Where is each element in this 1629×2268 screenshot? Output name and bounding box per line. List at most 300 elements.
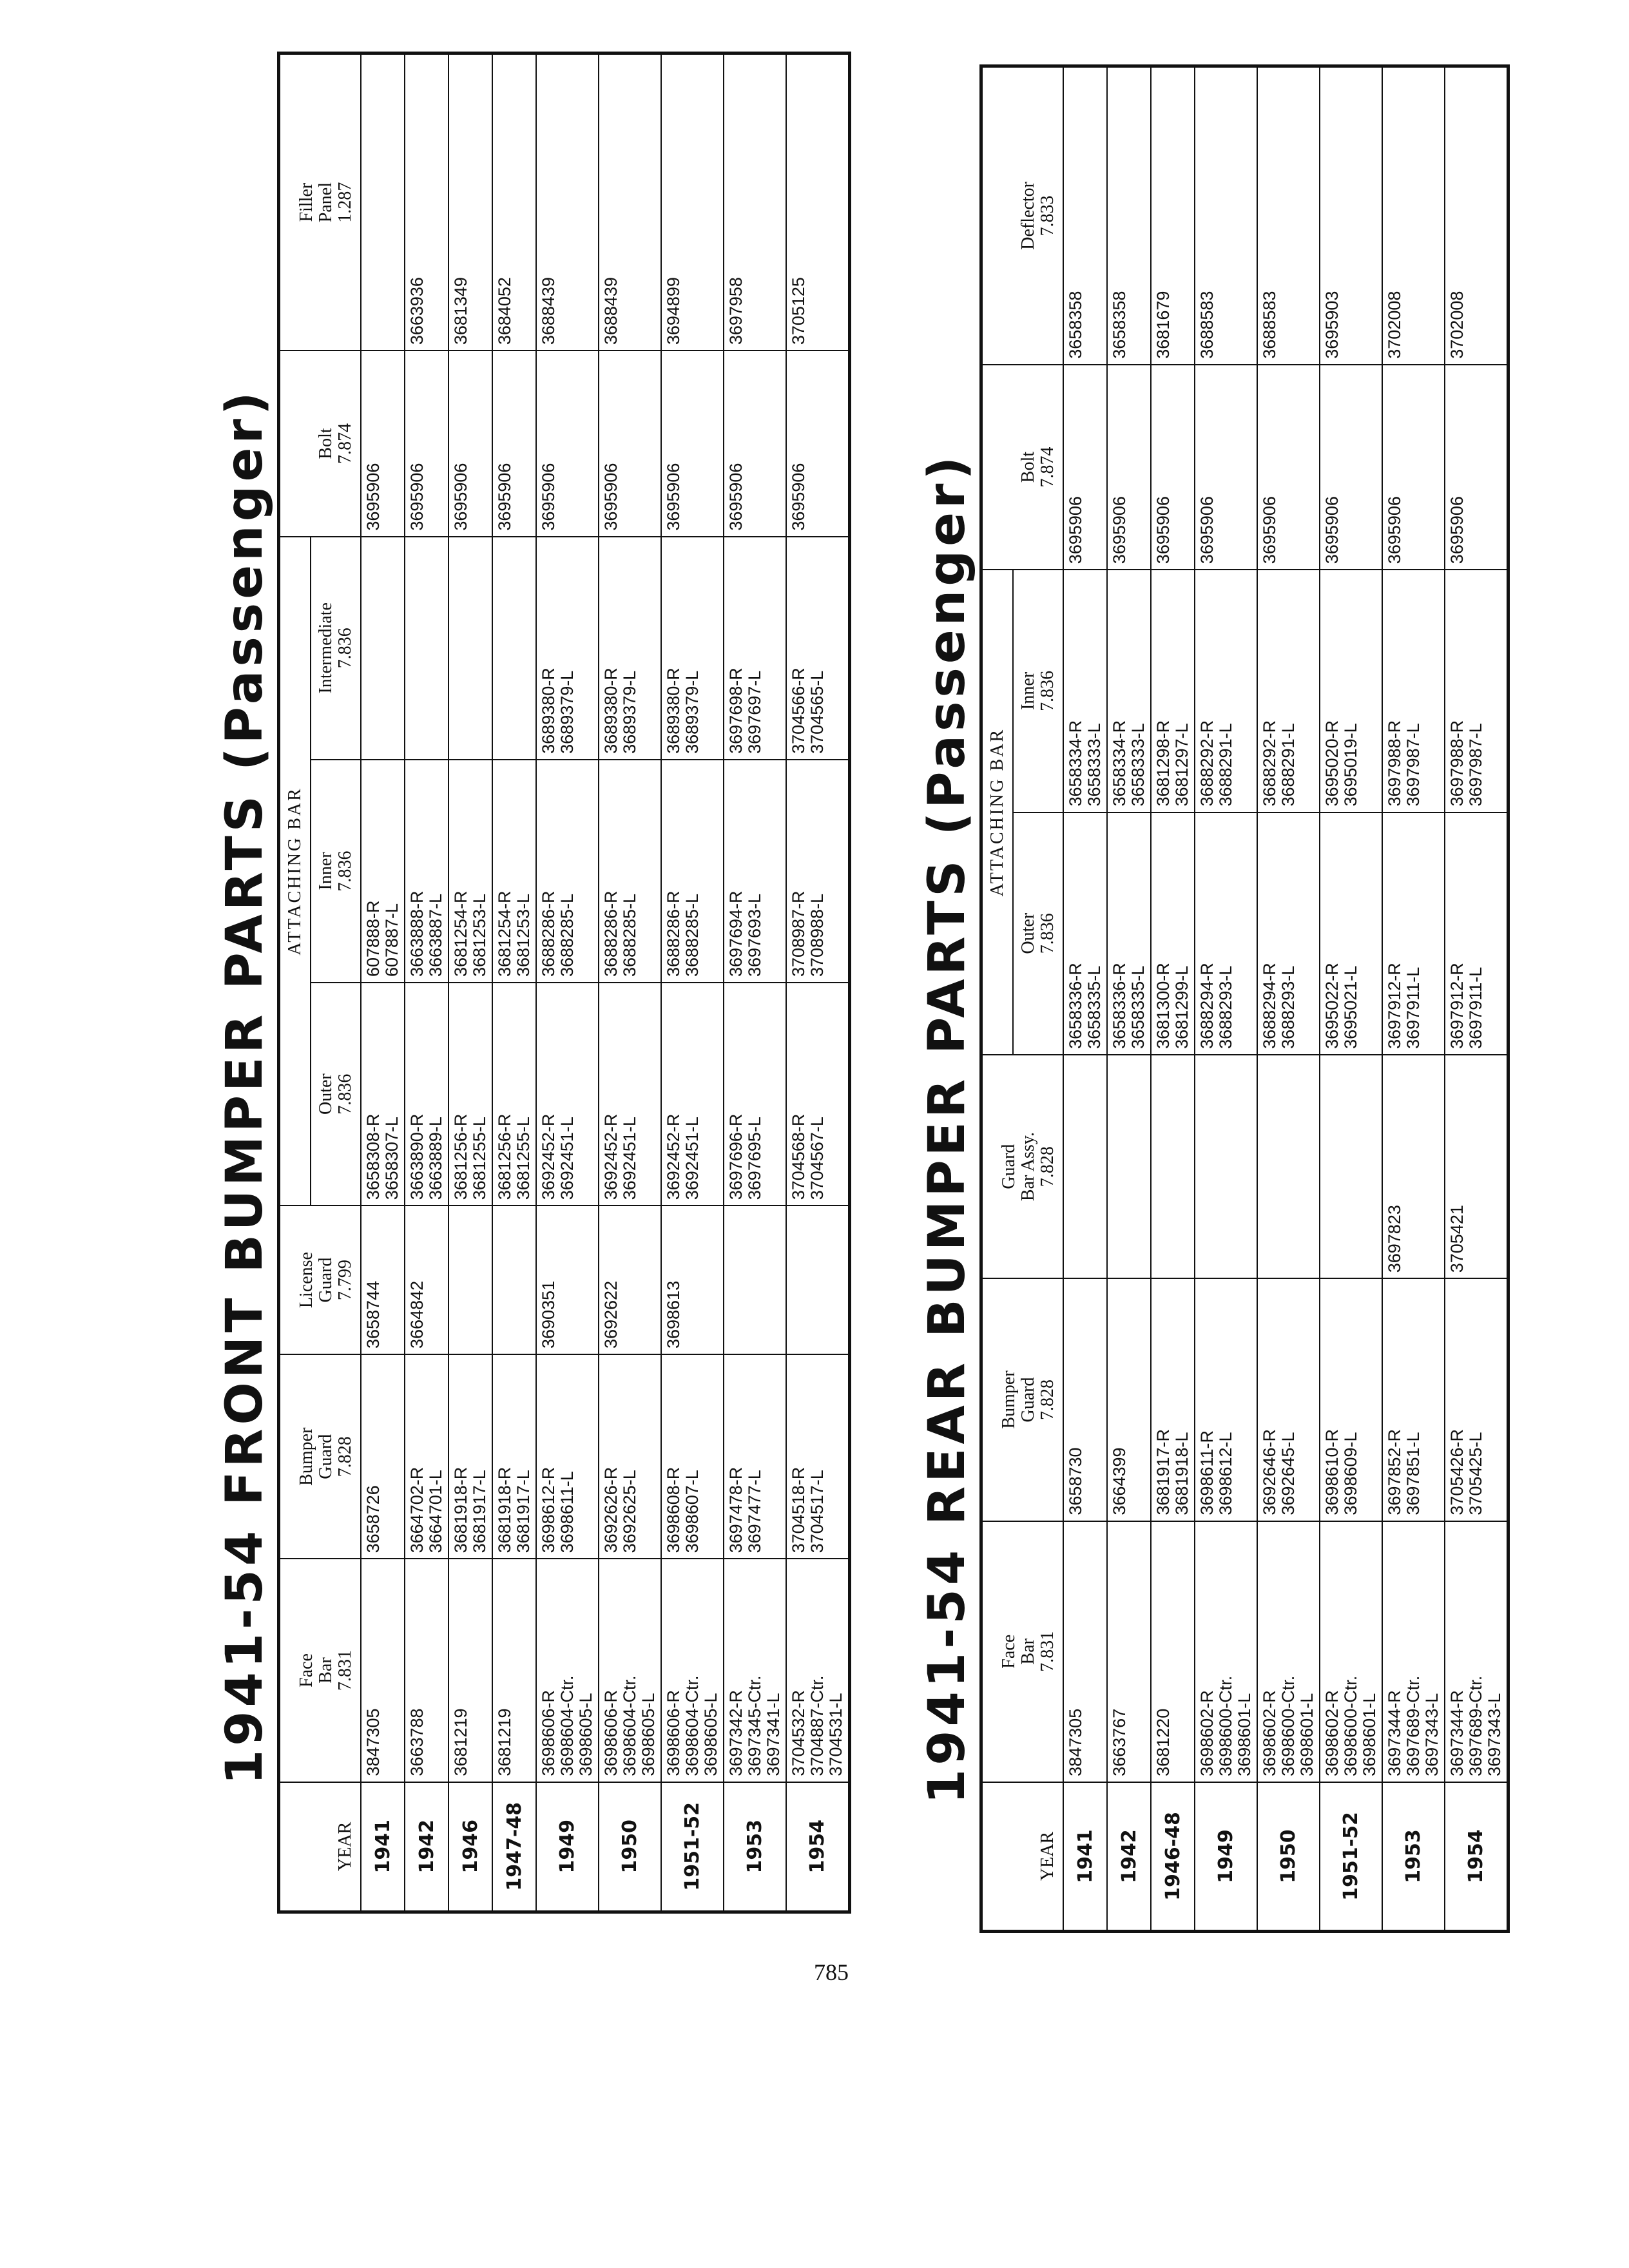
- part-number: 3695906: [789, 463, 808, 531]
- cell-filler-panel: [536, 53, 599, 351]
- part-number: 3664702-R: [407, 1466, 427, 1553]
- part-number: 3697343-L: [1485, 1693, 1504, 1776]
- part-number: 3698607-L: [682, 1470, 702, 1553]
- header-bolt: [279, 351, 361, 537]
- cell-inner: [1107, 570, 1151, 812]
- part-number: 3688292-R: [1197, 720, 1217, 807]
- header-year: YEAR: [981, 1782, 1064, 1932]
- table-row: [724, 53, 786, 1912]
- part-number: 3697345-Ctr.: [745, 1675, 764, 1776]
- part-number: 3698601-L: [1297, 1693, 1316, 1776]
- part-number: 3698601-L: [1360, 1693, 1379, 1776]
- part-number: 607887-L: [382, 903, 401, 977]
- header-line: Bumper: [296, 1427, 316, 1486]
- part-number: 3658730: [1066, 1447, 1085, 1515]
- header-line: 1.287: [335, 182, 355, 223]
- cell-license-guard: [786, 1206, 850, 1354]
- header-attaching-bar: ATTACHING BAR: [981, 570, 1014, 1055]
- part-number: 3697689-Ctr.: [1403, 1675, 1423, 1776]
- part-number: 3695906: [601, 463, 621, 531]
- cell-inner: [661, 760, 724, 983]
- front-table-body: [361, 53, 850, 1912]
- part-number: 3658308-R: [363, 1113, 383, 1200]
- part-number: 3697911-L: [1466, 966, 1485, 1049]
- cell-intermediate: [448, 537, 492, 760]
- header-line: Guard: [316, 1257, 336, 1303]
- part-number: 3692452-R: [539, 1113, 558, 1200]
- header-line: Bumper: [999, 1370, 1019, 1429]
- part-number: 3697343-L: [1422, 1693, 1441, 1776]
- cell-year: 1942: [1107, 1782, 1151, 1932]
- table-row: [448, 53, 492, 1912]
- part-number: 3698609-L: [1341, 1432, 1360, 1515]
- cell-license-guard: [536, 1206, 599, 1354]
- part-number: 3698605-L: [576, 1693, 595, 1776]
- part-number: 3698605-L: [639, 1693, 658, 1776]
- header-line: 7.836: [1037, 913, 1057, 954]
- header-line: Bar: [316, 1657, 336, 1684]
- cell-face-bar: [724, 1559, 786, 1782]
- table-row: [1445, 66, 1509, 1932]
- part-number: 3694899: [664, 277, 683, 345]
- cell-deflector: [1107, 66, 1151, 365]
- cell-year: 1954: [1445, 1782, 1509, 1932]
- header-line: 7.836: [335, 628, 355, 669]
- header-line: Inner: [1018, 671, 1038, 710]
- part-number: 3697695-L: [745, 1117, 764, 1200]
- front-bumper-table: [277, 52, 851, 1914]
- part-number: 3692452-R: [601, 1113, 621, 1200]
- header-line: 7.828: [1037, 1146, 1057, 1187]
- part-number: 3708988-L: [807, 893, 827, 977]
- part-number: 3698600-Ctr.: [1341, 1675, 1360, 1776]
- header-line: 7.828: [1037, 1379, 1057, 1420]
- part-number: 3688439: [539, 277, 558, 345]
- cell-deflector: [1382, 66, 1445, 365]
- part-number: 3663888-R: [407, 890, 427, 977]
- header-line: 7.836: [335, 850, 355, 892]
- part-number: 3692645-L: [1278, 1432, 1298, 1515]
- cell-bumper-guard: [661, 1354, 724, 1559]
- cell-bumper-guard: [405, 1354, 448, 1559]
- cell-license-guard: [405, 1206, 448, 1354]
- part-number: 3681300-R: [1153, 963, 1173, 1049]
- part-number: 3695906: [1447, 496, 1467, 564]
- table-row: [1195, 66, 1257, 1932]
- cell-intermediate: [724, 537, 786, 760]
- part-number: 3698602-R: [1322, 1690, 1342, 1776]
- cell-guard-bar-assy: [1257, 1055, 1320, 1278]
- part-number: 3698600-Ctr.: [1278, 1675, 1298, 1776]
- table-row: [1063, 66, 1107, 1932]
- cell-bolt: [1195, 365, 1257, 570]
- part-number: 3695021-L: [1341, 965, 1360, 1049]
- cell-guard-bar-assy: [1382, 1055, 1445, 1278]
- part-number: 3663889-L: [426, 1117, 445, 1200]
- part-number: 3698612-R: [539, 1466, 558, 1553]
- cell-inner: [1320, 570, 1382, 812]
- cell-year: 1950: [1257, 1782, 1320, 1932]
- part-number: 3697341-L: [764, 1693, 783, 1776]
- part-number: 3688291-L: [1216, 723, 1235, 807]
- part-number: 3698605-L: [701, 1693, 720, 1776]
- header-line: 7.799: [335, 1260, 355, 1301]
- header-line: 7.874: [1037, 447, 1057, 488]
- part-number: 3692451-L: [557, 1117, 577, 1200]
- part-number: 3692452-R: [664, 1113, 683, 1200]
- part-number: 3698604-Ctr.: [682, 1675, 702, 1776]
- table-row: [1151, 66, 1195, 1932]
- cell-inner: [448, 760, 492, 983]
- part-number: 3658334-R: [1066, 720, 1085, 807]
- part-number: 3702008: [1385, 291, 1404, 359]
- cell-outer: [492, 983, 536, 1206]
- cell-intermediate: [599, 537, 661, 760]
- part-number: 3698602-R: [1260, 1690, 1279, 1776]
- part-number: 3695906: [1260, 496, 1279, 564]
- part-number: 3681253-L: [470, 893, 489, 977]
- cell-outer: [1445, 812, 1509, 1055]
- part-number: 3658336-R: [1066, 963, 1085, 1049]
- table-row: [405, 53, 448, 1912]
- part-number: 3698610-R: [1322, 1429, 1342, 1515]
- part-number: 3697987-L: [1466, 723, 1485, 807]
- cell-inner: [1445, 570, 1509, 812]
- header-line: Bolt: [1018, 451, 1038, 483]
- cell-year: 1949: [1195, 1782, 1257, 1932]
- cell-filler-panel: [448, 53, 492, 351]
- cell-filler-panel: [599, 53, 661, 351]
- cell-bumper-guard: [361, 1354, 405, 1559]
- cell-bolt: [1063, 365, 1107, 570]
- part-number: 3681219: [495, 1708, 514, 1776]
- cell-year: 1950: [599, 1782, 661, 1912]
- part-number: 3695906: [1110, 496, 1129, 564]
- part-number: 3658336-R: [1110, 963, 1129, 1049]
- header-inner: [1013, 570, 1063, 812]
- part-number: 3697344-R: [1447, 1690, 1467, 1776]
- cell-guard-bar-assy: [1195, 1055, 1257, 1278]
- part-number: 3688291-L: [1278, 723, 1298, 807]
- cell-year: 1946: [448, 1782, 492, 1912]
- part-number: 3658333-L: [1128, 723, 1148, 807]
- part-number: 3689379-L: [620, 670, 639, 754]
- part-number: 3689380-R: [539, 668, 558, 754]
- header-line: Bolt: [316, 428, 336, 459]
- header-line: Outer: [1018, 912, 1038, 954]
- header-line: Intermediate: [316, 602, 336, 694]
- cell-bumper-guard: [1107, 1278, 1151, 1521]
- header-line: 7.828: [335, 1436, 355, 1477]
- cell-outer: [361, 983, 405, 1206]
- cell-bumper-guard: [536, 1354, 599, 1559]
- cell-inner: [786, 760, 850, 983]
- part-number: 3681917-R: [1153, 1429, 1173, 1515]
- cell-intermediate: [361, 537, 405, 760]
- cell-outer: [448, 983, 492, 1206]
- cell-inner: [536, 760, 599, 983]
- header-line: Guard: [999, 1144, 1019, 1189]
- part-number: 3689380-R: [664, 668, 683, 754]
- cell-inner: [1257, 570, 1320, 812]
- part-number: 3704887-Ctr.: [807, 1675, 827, 1776]
- header-attaching-bar: ATTACHING BAR: [279, 537, 311, 1206]
- cell-face-bar: [492, 1559, 536, 1782]
- cell-outer: [405, 983, 448, 1206]
- front-table-panel: [213, 52, 863, 1914]
- part-number: 3688294-R: [1197, 963, 1217, 1049]
- part-number: 3688439: [601, 277, 621, 345]
- header-line: 7.831: [1037, 1631, 1057, 1672]
- cell-bolt: [536, 351, 599, 537]
- part-number: 3705421: [1447, 1205, 1467, 1273]
- part-number: 3695906: [1385, 496, 1404, 564]
- header-bumper-guard: [279, 1354, 361, 1559]
- cell-outer: [599, 983, 661, 1206]
- cell-bolt: [448, 351, 492, 537]
- part-number: 3697342-R: [726, 1689, 746, 1776]
- table-row: [786, 53, 850, 1912]
- cell-deflector: [1063, 66, 1107, 365]
- cell-deflector: [1195, 66, 1257, 365]
- part-number: 3697698-R: [726, 668, 746, 754]
- part-number: 3684052: [495, 277, 514, 345]
- header-line: Guard: [1018, 1377, 1038, 1423]
- part-number: 3697694-R: [726, 890, 746, 977]
- cell-license-guard: [492, 1206, 536, 1354]
- part-number: 3689379-L: [557, 670, 577, 754]
- part-number: 3681254-R: [495, 890, 514, 977]
- cell-face-bar: [405, 1559, 448, 1782]
- part-number: 3692622: [601, 1280, 621, 1349]
- cell-year: 1953: [1382, 1782, 1445, 1932]
- part-number: 3695906: [1322, 496, 1342, 564]
- header-line: Face: [999, 1634, 1019, 1669]
- part-number: 3698604-Ctr.: [557, 1675, 577, 1776]
- part-number: 3695906: [363, 463, 383, 531]
- cell-bolt: [786, 351, 850, 537]
- rear-table-panel: [915, 64, 1514, 1933]
- cell-bolt: [492, 351, 536, 537]
- cell-guard-bar-assy: [1320, 1055, 1382, 1278]
- cell-license-guard: [361, 1206, 405, 1354]
- cell-outer: [724, 983, 786, 1206]
- header-line: Face: [296, 1653, 316, 1687]
- part-number: 3698612-L: [1216, 1432, 1235, 1515]
- cell-bumper-guard: [1382, 1278, 1445, 1521]
- part-number: 3704568-R: [789, 1113, 808, 1200]
- table-row: [1320, 66, 1382, 1932]
- part-number: 3708987-R: [789, 890, 808, 977]
- part-number: 3688583: [1260, 291, 1279, 359]
- part-number: 3695906: [1197, 496, 1217, 564]
- cell-bumper-guard: [1151, 1278, 1195, 1521]
- header-line: 7.831: [335, 1649, 355, 1691]
- part-number: 3689379-L: [682, 670, 702, 754]
- part-number: 3695020-R: [1322, 720, 1342, 807]
- cell-license-guard: [661, 1206, 724, 1354]
- part-number: 3688293-L: [1278, 965, 1298, 1049]
- part-number: 3698606-R: [664, 1689, 683, 1776]
- table-row: [492, 53, 536, 1912]
- cell-bolt: [1257, 365, 1320, 570]
- part-number: 3704532-R: [789, 1689, 808, 1776]
- cell-outer: [1151, 812, 1195, 1055]
- cell-outer: [786, 983, 850, 1206]
- cell-intermediate: [786, 537, 850, 760]
- cell-outer: [536, 983, 599, 1206]
- part-number: 3705426-R: [1447, 1429, 1467, 1515]
- cell-outer: [1257, 812, 1320, 1055]
- cell-face-bar: [1320, 1521, 1382, 1782]
- part-number: 3695022-R: [1322, 963, 1342, 1049]
- header-line: 7.836: [335, 1073, 355, 1115]
- rear-bumper-table: [979, 64, 1510, 1933]
- cell-guard-bar-assy: [1445, 1055, 1509, 1278]
- header-line: Bar: [1018, 1639, 1038, 1665]
- part-number: 3688294-R: [1260, 963, 1279, 1049]
- part-number: 3704567-L: [807, 1117, 827, 1200]
- cell-inner: [1382, 570, 1445, 812]
- header-bolt: [981, 365, 1064, 570]
- part-number: 3658358: [1110, 291, 1129, 359]
- front-title: 1941-54 FRONT BUMPER PARTS (Passenger): [216, 388, 274, 1785]
- cell-inner: [1151, 570, 1195, 812]
- header-guard-bar-assy: [981, 1055, 1064, 1278]
- cell-year: 1947-48: [492, 1782, 536, 1912]
- cell-face-bar: [1151, 1521, 1195, 1782]
- part-number: 3692646-R: [1260, 1429, 1279, 1515]
- header-line: Bar Assy.: [1018, 1132, 1038, 1202]
- part-number: 3688286-R: [664, 890, 683, 977]
- part-number: 3697912-R: [1385, 963, 1404, 1049]
- cell-face-bar: [1445, 1521, 1509, 1782]
- header-line: Outer: [316, 1073, 336, 1115]
- header-line: 7.836: [1037, 670, 1057, 711]
- part-number: 3697851-L: [1403, 1432, 1423, 1515]
- cell-bolt: [1151, 365, 1195, 570]
- header-outer: [311, 983, 361, 1206]
- part-number: 3697689-Ctr.: [1466, 1675, 1485, 1776]
- header-line: Filler: [296, 182, 316, 222]
- part-number: 3697988-R: [1385, 720, 1404, 807]
- part-number: 3688286-R: [539, 890, 558, 977]
- part-number: 3688583: [1197, 291, 1217, 359]
- part-number: 3664399: [1110, 1447, 1129, 1515]
- cell-outer: [661, 983, 724, 1206]
- part-number: 3664842: [407, 1280, 427, 1349]
- part-number: 3688286-R: [601, 890, 621, 977]
- part-number: 3697958: [726, 277, 746, 345]
- part-number: 3698608-R: [664, 1466, 683, 1553]
- page-number: 785: [814, 1959, 849, 1985]
- part-number: 3663890-R: [407, 1113, 427, 1200]
- cell-intermediate: [536, 537, 599, 760]
- part-number: 3695906: [726, 463, 746, 531]
- part-number: 3688285-L: [682, 893, 702, 977]
- cell-bumper-guard: [1320, 1278, 1382, 1521]
- part-number: 3681298-R: [1153, 720, 1173, 807]
- cell-bolt: [1445, 365, 1509, 570]
- cell-inner: [1195, 570, 1257, 812]
- part-number: 3695903: [1322, 291, 1342, 359]
- cell-license-guard: [448, 1206, 492, 1354]
- part-number: 3697693-L: [745, 893, 764, 977]
- part-number: 3663788: [407, 1708, 427, 1776]
- cell-face-bar: [448, 1559, 492, 1782]
- cell-guard-bar-assy: [1151, 1055, 1195, 1278]
- cell-filler-panel: [724, 53, 786, 351]
- cell-bumper-guard: [724, 1354, 786, 1559]
- cell-filler-panel: [361, 53, 405, 351]
- rear-title: 1941-54 REAR BUMPER PARTS (Passenger): [918, 452, 976, 1804]
- cell-filler-panel: [786, 53, 850, 351]
- part-number: 3695906: [1066, 496, 1085, 564]
- cell-year: 1949: [536, 1782, 599, 1912]
- header-line: License: [296, 1252, 316, 1309]
- part-number: 3697696-R: [726, 1113, 746, 1200]
- cell-bumper-guard: [1063, 1278, 1107, 1521]
- part-number: 3847305: [363, 1708, 383, 1776]
- part-number: 3681299-L: [1172, 965, 1191, 1049]
- part-number: 3698613: [664, 1280, 683, 1349]
- part-number: 3698600-Ctr.: [1216, 1675, 1235, 1776]
- part-number: 3704517-L: [807, 1470, 827, 1553]
- part-number: 3697987-L: [1403, 723, 1423, 807]
- cell-inner: [361, 760, 405, 983]
- cell-year: 1941: [1063, 1782, 1107, 1932]
- part-number: 3681918-R: [451, 1466, 470, 1553]
- part-number: 3698606-R: [601, 1689, 621, 1776]
- part-number: 3695019-L: [1341, 723, 1360, 807]
- cell-guard-bar-assy: [1063, 1055, 1107, 1278]
- cell-year: 1953: [724, 1782, 786, 1912]
- cell-year: 1951-52: [1320, 1782, 1382, 1932]
- cell-year: 1942: [405, 1782, 448, 1912]
- cell-face-bar: [1382, 1521, 1445, 1782]
- part-number: 3663887-L: [426, 893, 445, 977]
- part-number: 3698606-R: [539, 1689, 558, 1776]
- part-number: 3658358: [1066, 291, 1085, 359]
- header-line: Panel: [316, 182, 336, 223]
- part-number: 3658334-R: [1110, 720, 1129, 807]
- cell-bumper-guard: [492, 1354, 536, 1559]
- header-bumper-guard: [981, 1278, 1064, 1521]
- part-number: 3688285-L: [620, 893, 639, 977]
- table-row: [599, 53, 661, 1912]
- part-number: 3658335-L: [1084, 965, 1104, 1049]
- cell-year: 1951-52: [661, 1782, 724, 1912]
- cell-outer: [1195, 812, 1257, 1055]
- cell-intermediate: [492, 537, 536, 760]
- header-outer: [1013, 812, 1063, 1055]
- header-line: Deflector: [1018, 182, 1038, 250]
- cell-face-bar: [1107, 1521, 1151, 1782]
- part-number: 3705125: [789, 277, 808, 345]
- cell-face-bar: [361, 1559, 405, 1782]
- cell-bumper-guard: [1445, 1278, 1509, 1521]
- part-number: 3658726: [363, 1485, 383, 1553]
- part-number: 3847305: [1066, 1708, 1085, 1776]
- part-number: 3681255-L: [514, 1117, 533, 1200]
- cell-bolt: [1320, 365, 1382, 570]
- part-number: 3688293-L: [1216, 965, 1235, 1049]
- part-number: 3704566-R: [789, 668, 808, 754]
- header-line: Inner: [316, 852, 336, 890]
- header-line: 7.833: [1037, 195, 1057, 236]
- cell-year: 1946-48: [1151, 1782, 1195, 1932]
- table-row: [1107, 66, 1151, 1932]
